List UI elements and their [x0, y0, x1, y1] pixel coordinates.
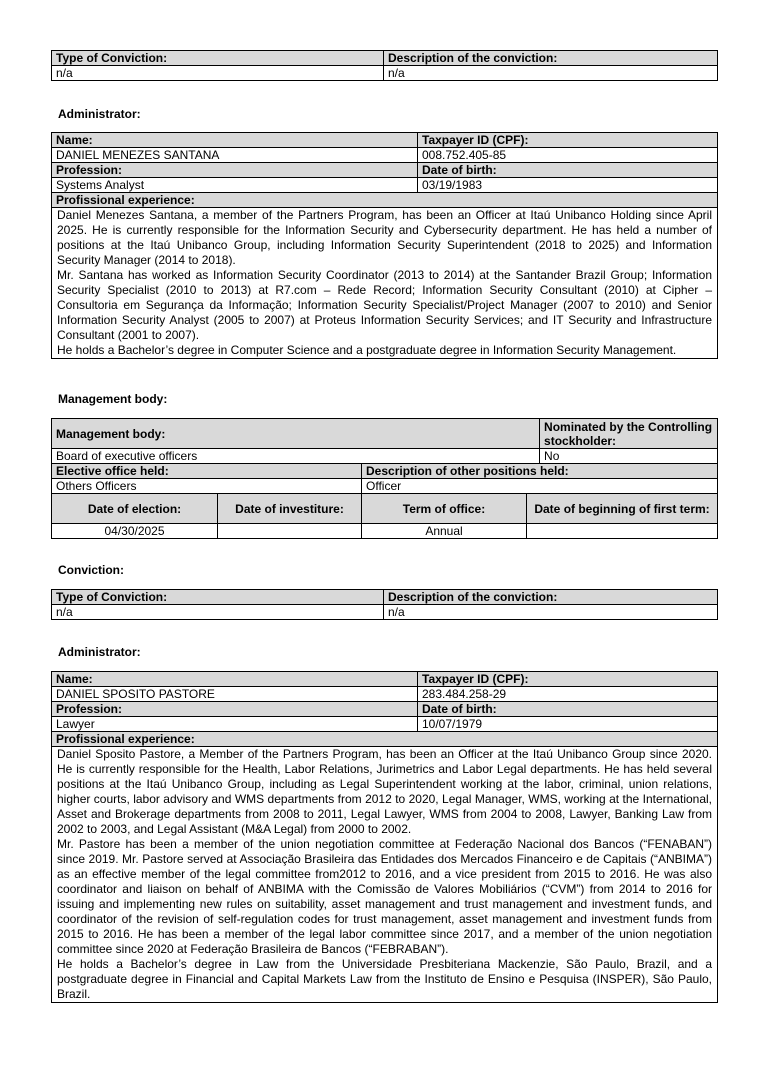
management-body-heading: Management body:: [58, 392, 168, 406]
term-of-office-label: Term of office:: [362, 494, 527, 524]
administrator-table-1: [51, 132, 717, 359]
experience-paragraph: Daniel Menezes Santana, a member of the Partners Program, has been an Officer at Itaú Unibanco Holding since April 2025. He is currently responsible for the Information Security and Cybersecurity department. He has held a number of positions at the Itaú Unibanco Group, including Information Security Superintendent (2018 to 2025) and Information Security Manager (2014 to 2018).: [57, 208, 712, 267]
date-of-election-value: 04/30/2025: [52, 524, 218, 539]
date-of-investiture-label: Date of investiture:: [218, 494, 362, 524]
name-label: Name:: [52, 133, 418, 148]
nominated-by-controlling-value: No: [540, 449, 718, 464]
conviction-table-2: [51, 589, 717, 620]
description-of-conviction-value: n/a: [384, 605, 718, 620]
date-of-birth-value: 10/07/1979: [418, 717, 718, 732]
date-of-election-label: Date of election:: [52, 494, 218, 524]
taxpayer-id-label: Taxpayer ID (CPF):: [418, 133, 718, 148]
name-value: DANIEL MENEZES SANTANA: [52, 148, 418, 163]
first-term-date-label: Date of beginning of first term:: [527, 494, 718, 524]
conviction-heading: Conviction:: [58, 563, 124, 577]
other-positions-value: Officer: [362, 479, 718, 494]
type-of-conviction-label: Type of Conviction:: [52, 590, 384, 605]
management-body-table: [51, 418, 717, 539]
elective-office-label: Elective office held:: [52, 464, 362, 479]
date-of-birth-label: Date of birth:: [418, 163, 718, 178]
nominated-by-controlling-label: Nominated by the Controlling stockholder:: [540, 419, 718, 449]
profession-value: Lawyer: [52, 717, 418, 732]
name-value: DANIEL SPOSITO PASTORE: [52, 687, 418, 702]
type-of-conviction-label: Type of Conviction:: [52, 51, 384, 66]
taxpayer-id-label: Taxpayer ID (CPF):: [418, 672, 718, 687]
experience-paragraph: Daniel Sposito Pastore, a Member of the Partners Program, has been an Officer at the Itaú Unibanco Group since 2020. He is currently responsible for the Health, Labor Relations, Jurimetrics and Labor Legal departments. He has held several positions at the Itaú Unibanco Group, including as Legal Superintendent working at the labor, criminal, union relations, higher courts, labor advisory and WMS departments from 2012 to 2020, Legal Manager, WMS, working at the International, Asset and Brokerage departments from 2008 to 2011, Legal Lawyer, WMS from 2004 to 2008, Lawyer, Banking Law from 2002 to 2003, and Legal Assistant (M&A Legal) from 2000 to 2002.: [57, 747, 712, 836]
professional-experience-text: [52, 747, 718, 1003]
administrator-heading-1: Administrator:: [58, 107, 141, 121]
experience-paragraph: Mr. Santana has worked as Information Security Coordinator (2013 to 2014) at the Santander Brazil Group; Information Security Specialist (2010 to 2013) at R7.com – Rede Record; Information Security Consultant (2010) at Cipher – Consultoria em Segurança da Informação; Information Security Specialist/Project Manager (2007 to 2010) and Senior Information Security Analyst (2005 to 2007) at Proteus Information Security Services; and IT Security and Infrastructure Consultant (2001 to 2007).: [57, 268, 712, 342]
experience-paragraph: Mr. Pastore has been a member of the union negotiation committee at Federação Nacional dos Bancos (“FENABAN”) since 2019. Mr. Pastore served at Associação Brasileira das Entidades dos Mercados Financeiro e de Capitais (“ANBIMA”) as an effective member of the legal committee from2012 to 2016, and a vice president from 2015 to 2016. He was also coordinator and liaison on behalf of ANBIMA with the Comissão de Valores Mobiliários (“CVM”) from 2014 to 2016 for issuing and implementing new rules on suitability, asset management and trust management and investment funds, and coordinator of the revision of self-regulation codes for trust management, asset management and investment funds from 2015 to 2016. He has been a member of the legal labor committee since 2017, and a member of the union negotiation committee since 2020 at Federação Brasileira de Bancos (“FEBRABAN”).: [57, 837, 712, 956]
management-body-value: Board of executive officers: [52, 449, 540, 464]
term-of-office-value: Annual: [362, 524, 527, 539]
type-of-conviction-value: n/a: [52, 66, 384, 81]
conviction-table-1: [51, 50, 717, 81]
professional-experience-label: Profissional experience:: [52, 732, 718, 747]
description-of-conviction-label: Description of the conviction:: [384, 51, 718, 66]
elective-office-value: Others Officers: [52, 479, 362, 494]
other-positions-label: Description of other positions held:: [362, 464, 718, 479]
professional-experience-label: Profissional experience:: [52, 193, 718, 208]
profession-label: Profession:: [52, 702, 418, 717]
management-body-label: Management body:: [52, 419, 540, 449]
taxpayer-id-value: 008.752.405-85: [418, 148, 718, 163]
experience-paragraph: He holds a Bachelor’s degree in Computer Science and a postgraduate degree in Information Security Management.: [57, 343, 677, 357]
profession-value: Systems Analyst: [52, 178, 418, 193]
administrator-table-2: [51, 671, 717, 1003]
administrator-heading-2: Administrator:: [58, 645, 141, 659]
experience-paragraph: He holds a Bachelor’s degree in Law from the Universidade Presbiteriana Mackenzie, São Paulo, Brazil, and a postgraduate degree in Financial and Capital Markets Law from the Instituto de Ensino e Pesquisa (INSPER), São Paulo, Brazil.: [57, 957, 712, 1001]
date-of-birth-value: 03/19/1983: [418, 178, 718, 193]
taxpayer-id-value: 283.484.258-29: [418, 687, 718, 702]
type-of-conviction-value: n/a: [52, 605, 384, 620]
date-of-birth-label: Date of birth:: [418, 702, 718, 717]
profession-label: Profession:: [52, 163, 418, 178]
description-of-conviction-value: n/a: [384, 66, 718, 81]
first-term-date-value: [527, 524, 718, 539]
name-label: Name:: [52, 672, 418, 687]
professional-experience-text: [52, 208, 718, 359]
date-of-investiture-value: [218, 524, 362, 539]
description-of-conviction-label: Description of the conviction:: [384, 590, 718, 605]
